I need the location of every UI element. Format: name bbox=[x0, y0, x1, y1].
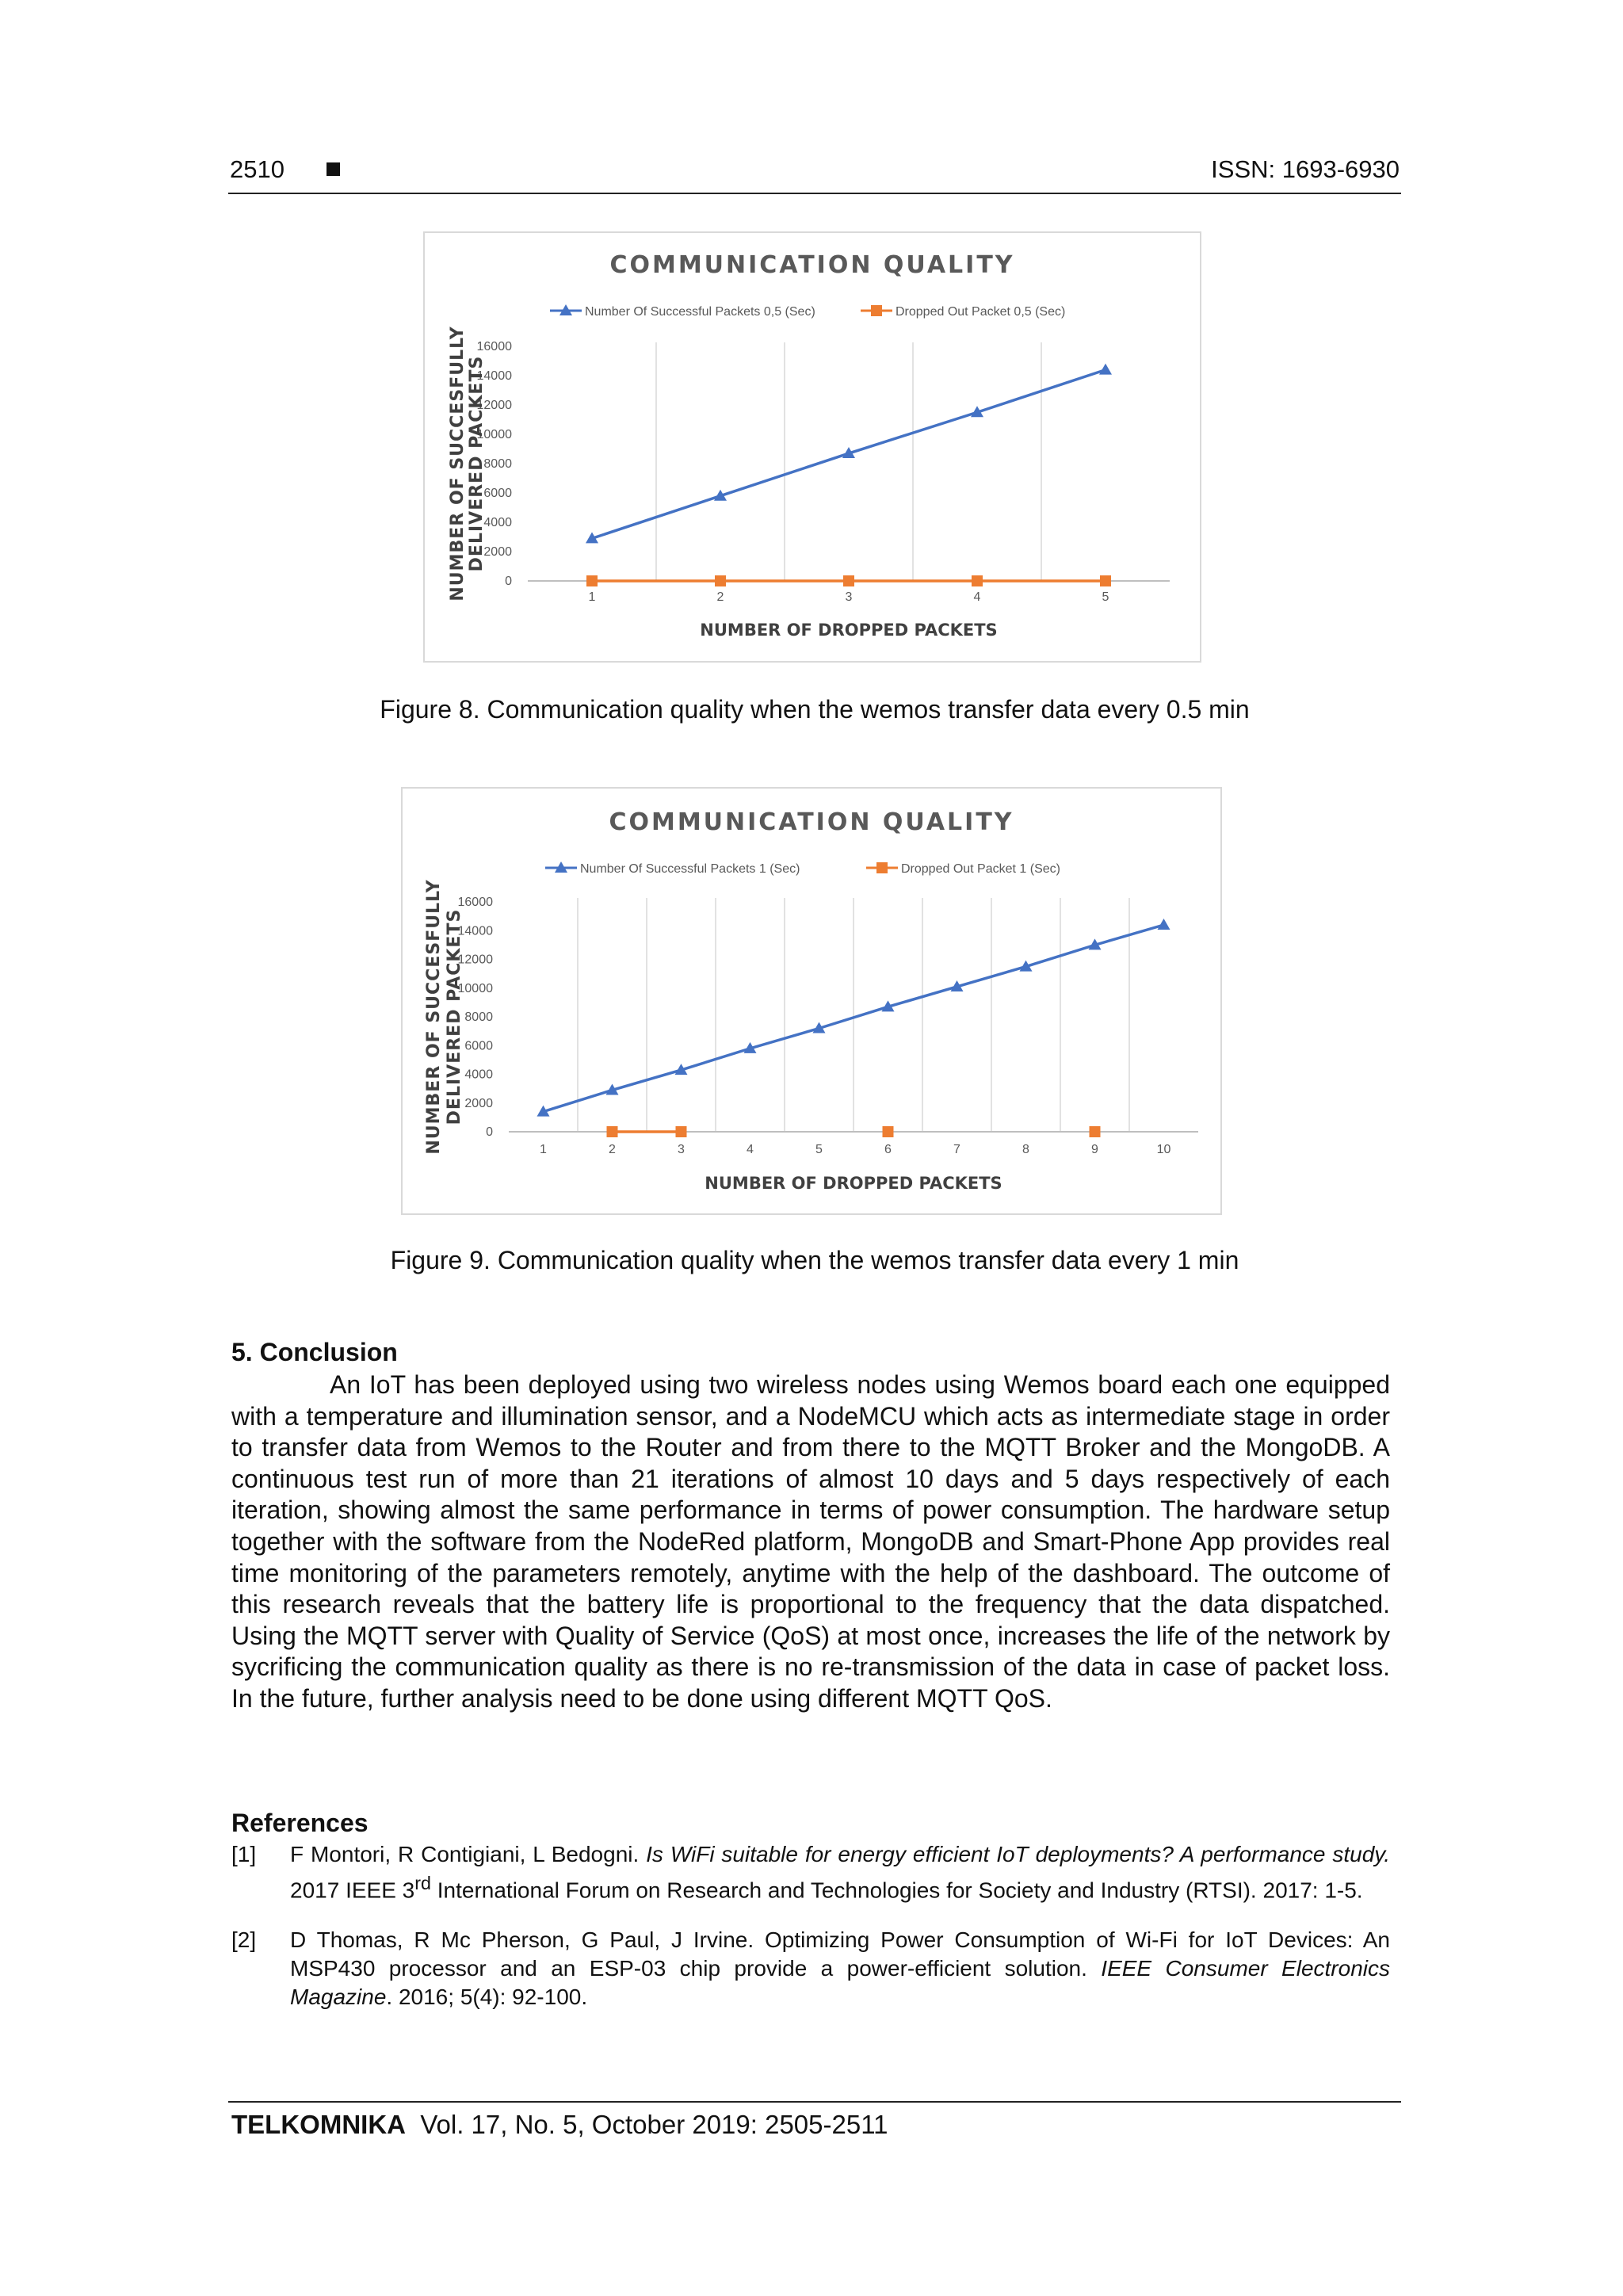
data-point bbox=[1100, 575, 1111, 586]
legend-marker bbox=[871, 305, 882, 316]
legend-label: Number Of Successful Packets 1 (Sec) bbox=[580, 862, 800, 876]
y-tick-label: 10000 bbox=[476, 428, 512, 441]
y-tick-label: 6000 bbox=[483, 487, 512, 500]
reference-rest: International Forum on Research and Technologies for Society and Industry (RTSI). 2017: 1-5. bbox=[430, 1878, 1363, 1903]
y-tick-label: 16000 bbox=[457, 896, 493, 909]
page-footer bbox=[231, 2110, 888, 2140]
x-axis-label: NUMBER OF DROPPED PACKETS bbox=[705, 1174, 1002, 1193]
y-tick-label: 2000 bbox=[483, 545, 512, 559]
reference-superscript: rd bbox=[414, 1873, 431, 1893]
reference-article: Is WiFi suitable for energy efficient IoT deployments? A performance study. bbox=[646, 1842, 1390, 1866]
reference-venue: 2017 IEEE 3 bbox=[290, 1878, 415, 1903]
reference-authors: D Thomas, R Mc Pherson, G Paul, J Irvine. Optimizing Power Consumption of Wi-Fi for IoT Devices: An MSP430 processor and an ESP-03 chip provide a power-efficient solution. bbox=[290, 1927, 1390, 1981]
data-point bbox=[972, 575, 983, 586]
y-tick-label: 12000 bbox=[457, 953, 493, 967]
x-tick-label: 7 bbox=[953, 1143, 960, 1156]
y-tick-label: 0 bbox=[486, 1125, 493, 1139]
reference-number: [1] bbox=[231, 1842, 257, 1866]
y-axis-label-line-2: DELIVERED PACKETS bbox=[445, 908, 464, 1125]
data-point bbox=[607, 1126, 618, 1137]
y-axis-label-line-2: DELIVERED PACKETS bbox=[467, 355, 487, 572]
data-point bbox=[1099, 364, 1112, 375]
x-tick-label: 1 bbox=[588, 590, 596, 604]
references-title: References bbox=[231, 1809, 369, 1837]
y-axis-label-line-1: NUMBER OF SUCCESFULLY bbox=[448, 326, 468, 602]
issn: ISSN: 1693-6930 bbox=[1211, 155, 1400, 183]
data-point bbox=[676, 1126, 687, 1137]
figure-9-chart bbox=[401, 787, 1222, 1215]
y-tick-label: 4000 bbox=[483, 516, 512, 529]
legend-label: Number Of Successful Packets 0,5 (Sec) bbox=[585, 305, 815, 319]
data-point bbox=[843, 575, 854, 586]
data-point bbox=[1158, 919, 1170, 930]
data-point bbox=[715, 575, 726, 586]
figure-9-caption: Figure 9. Communication quality when the wemos transfer data every 1 min bbox=[390, 1246, 1239, 1274]
footer-journal: TELKOMNIKA bbox=[231, 2110, 406, 2139]
data-point bbox=[586, 575, 598, 586]
x-tick-label: 10 bbox=[1156, 1143, 1171, 1156]
x-tick-label: 2 bbox=[716, 590, 724, 604]
reference-authors: F Montori, R Contigiani, L Bedogni. bbox=[290, 1842, 647, 1866]
x-tick-label: 8 bbox=[1022, 1143, 1029, 1156]
legend-marker bbox=[876, 862, 888, 873]
legend-label: Dropped Out Packet 0,5 (Sec) bbox=[896, 305, 1066, 319]
x-tick-label: 1 bbox=[540, 1143, 547, 1156]
chart-title: COMMUNICATION QUALITY bbox=[609, 251, 1015, 279]
reference-number: [2] bbox=[231, 1927, 257, 1952]
x-tick-label: 2 bbox=[609, 1143, 616, 1156]
x-tick-label: 4 bbox=[747, 1143, 754, 1156]
figure-9-svg bbox=[403, 789, 1220, 1213]
y-tick-label: 14000 bbox=[457, 924, 493, 938]
x-tick-label: 5 bbox=[815, 1143, 823, 1156]
footer-details: Vol. 17, No. 5, October 2019: 2505-2511 bbox=[420, 2110, 888, 2139]
x-tick-label: 3 bbox=[678, 1143, 685, 1156]
x-tick-label: 3 bbox=[845, 590, 853, 604]
y-tick-label: 10000 bbox=[457, 981, 493, 995]
figure-8-svg bbox=[425, 233, 1200, 661]
y-tick-label: 8000 bbox=[483, 457, 512, 471]
data-point bbox=[1090, 1126, 1101, 1137]
page-number: 2510 bbox=[230, 155, 285, 183]
y-tick-label: 0 bbox=[505, 575, 512, 588]
x-tick-label: 4 bbox=[973, 590, 981, 604]
y-tick-label: 12000 bbox=[476, 399, 512, 412]
y-tick-label: 4000 bbox=[464, 1068, 493, 1082]
conclusion-paragraph: An IoT has been deployed using two wireless nodes using Wemos board each one equipped with a temperature and illumination sensor, and a NodeMCU which acts as intermediate stage in order to transfer data from Wemos to the Router and from there to the MQTT Broker and the MongoDB. A continuous test run of more than 21 iterations of almost 10 days and 5 days respectively of each iteration, showing almost the same performance in terms of power consumption. The hardware setup together with the software from the NodeRed platform, MongoDB and Smart-Phone App provides real time monitoring of the parameters remotely, anytime with the help of the dashboard. The outcome of this research reveals that the battery life is proportional to the frequency that the data dispatched. Using the MQTT server with Quality of Service (QoS) at most once, increases the life of the network by sycrificing the communication quality as there is no re-transmission of the data in case of packet loss. In the future, further analysis need to be done using different MQTT QoS. bbox=[231, 1370, 1390, 1713]
header-square-bullet bbox=[327, 162, 340, 176]
figure-8-caption: Figure 8. Communication quality when the wemos transfer data every 0.5 min bbox=[380, 695, 1250, 724]
reference-journal: IEEE Consumer Electronics Magazine bbox=[290, 1956, 1390, 2009]
y-tick-label: 2000 bbox=[464, 1096, 493, 1110]
x-axis-label: NUMBER OF DROPPED PACKETS bbox=[700, 621, 998, 640]
y-tick-label: 8000 bbox=[464, 1010, 493, 1024]
x-tick-label: 5 bbox=[1102, 590, 1109, 604]
header-rule bbox=[228, 193, 1401, 194]
data-point bbox=[883, 1126, 894, 1137]
y-tick-label: 16000 bbox=[476, 340, 512, 353]
x-tick-label: 9 bbox=[1091, 1143, 1098, 1156]
reference-1 bbox=[231, 1840, 1390, 1904]
reference-rest: . 2016; 5(4): 92-100. bbox=[386, 1985, 588, 2009]
chart-title: COMMUNICATION QUALITY bbox=[609, 808, 1014, 836]
footer-rule bbox=[228, 2101, 1401, 2103]
x-tick-label: 6 bbox=[884, 1143, 892, 1156]
reference-2 bbox=[231, 1926, 1390, 2011]
y-axis-label-line-1: NUMBER OF SUCCESFULLY bbox=[424, 879, 444, 1155]
legend-label: Dropped Out Packet 1 (Sec) bbox=[901, 862, 1060, 876]
figure-8-chart bbox=[423, 231, 1201, 663]
section-title: 5. Conclusion bbox=[231, 1338, 398, 1366]
y-tick-label: 14000 bbox=[476, 369, 512, 383]
y-tick-label: 6000 bbox=[464, 1039, 493, 1053]
